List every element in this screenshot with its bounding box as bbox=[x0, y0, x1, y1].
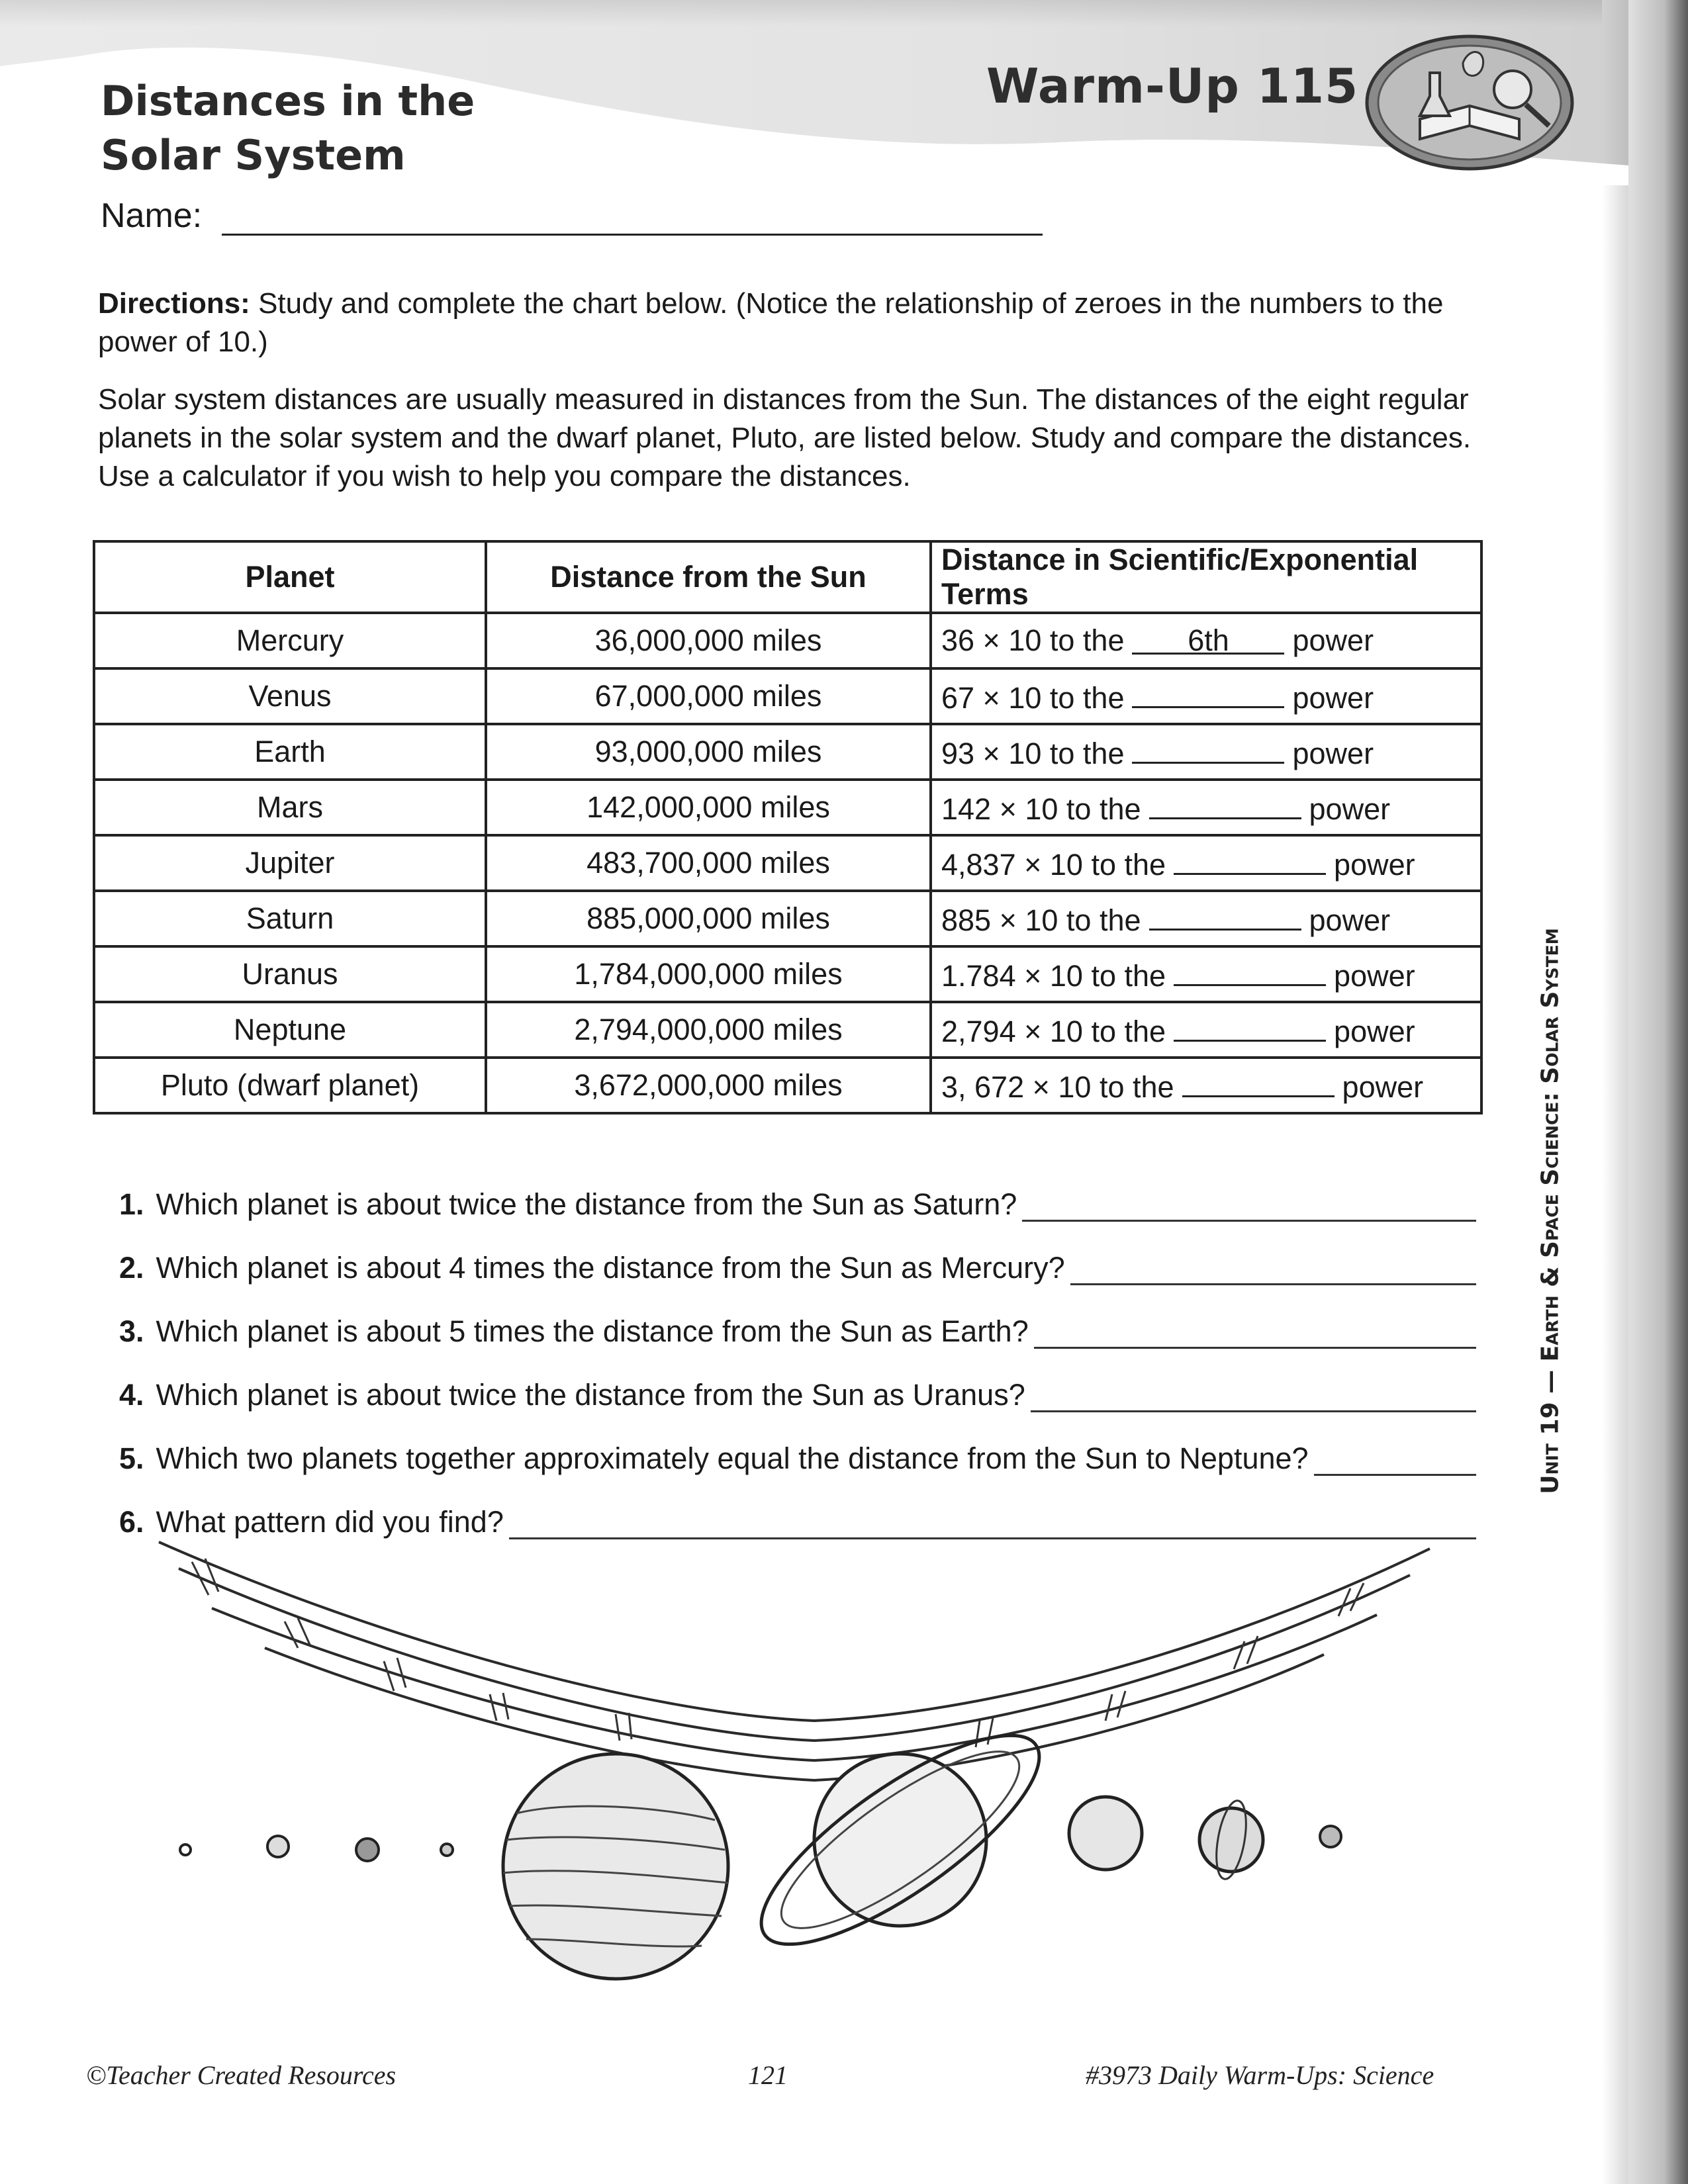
planet-cell: Mars bbox=[94, 780, 486, 835]
power-answer-blank[interactable] bbox=[1149, 899, 1301, 931]
scientific-cell bbox=[931, 780, 1481, 835]
scan-binding-shadow bbox=[1602, 0, 1628, 2184]
table-row bbox=[94, 946, 1481, 1002]
scientific-prefix: 885 × 10 to the bbox=[941, 903, 1141, 937]
scientific-cell bbox=[931, 835, 1481, 891]
scientific-suffix: power bbox=[1292, 623, 1374, 657]
power-answer-blank[interactable] bbox=[1174, 844, 1326, 875]
question-item bbox=[119, 1222, 1476, 1285]
question-number: 3. bbox=[119, 1314, 144, 1348]
question-list bbox=[119, 1158, 1476, 1539]
scientific-prefix: 3, 672 × 10 to the bbox=[941, 1070, 1174, 1104]
question-item bbox=[119, 1349, 1476, 1412]
side-unit-label bbox=[1524, 913, 1577, 1509]
scientific-cell bbox=[931, 1002, 1481, 1058]
distance-cell: 1,784,000,000 miles bbox=[486, 946, 931, 1002]
question-text: Which planet is about 4 times the distance from the Sun as Mercury? bbox=[156, 1251, 1065, 1285]
page-title bbox=[101, 74, 475, 183]
answer-line[interactable] bbox=[1031, 1384, 1476, 1412]
table-row bbox=[94, 668, 1481, 724]
scientific-prefix: 36 × 10 to the bbox=[941, 623, 1125, 657]
planet-cell: Earth bbox=[94, 724, 486, 780]
scientific-cell bbox=[931, 1058, 1481, 1113]
footer-book-title: #3973 Daily Warm-Ups: Science bbox=[1086, 2060, 1434, 2090]
distance-cell: 885,000,000 miles bbox=[486, 891, 931, 946]
table-row bbox=[94, 835, 1481, 891]
science-book-emblem-icon bbox=[1364, 33, 1575, 172]
planet-cell: Venus bbox=[94, 668, 486, 724]
scientific-cell bbox=[931, 724, 1481, 780]
power-answer-blank[interactable] bbox=[1174, 1011, 1326, 1042]
distance-cell: 142,000,000 miles bbox=[486, 780, 931, 835]
answer-line[interactable] bbox=[1314, 1447, 1476, 1476]
distance-cell: 483,700,000 miles bbox=[486, 835, 931, 891]
name-input-line[interactable] bbox=[222, 201, 1043, 236]
power-answer-blank[interactable] bbox=[1132, 733, 1284, 764]
question-number: 2. bbox=[119, 1251, 144, 1285]
planet-cell: Saturn bbox=[94, 891, 486, 946]
question-text: Which planet is about 5 times the distance from the Sun as Earth? bbox=[156, 1314, 1029, 1348]
scientific-prefix: 4,837 × 10 to the bbox=[941, 848, 1166, 882]
planet-cell: Mercury bbox=[94, 613, 486, 668]
question-text: Which planet is about twice the distance from the Sun as Saturn? bbox=[156, 1187, 1017, 1221]
planet-cell: Neptune bbox=[94, 1002, 486, 1058]
question-text: Which two planets together approximately equal the distance from the Sun to Neptune? bbox=[156, 1441, 1309, 1475]
footer-publisher: ©Teacher Created Resources bbox=[86, 2060, 397, 2090]
scientific-cell bbox=[931, 891, 1481, 946]
scientific-prefix: 1.784 × 10 to the bbox=[941, 959, 1166, 993]
directions-text: Study and complete the chart below. (Notice the relationship of zeroes in the numbers to the power of 10.) bbox=[98, 287, 1444, 358]
power-answer-blank[interactable] bbox=[1174, 955, 1326, 986]
table-row bbox=[94, 613, 1481, 668]
scan-edge bbox=[1628, 0, 1688, 2184]
power-answer-blank[interactable] bbox=[1132, 677, 1284, 708]
question-item bbox=[119, 1158, 1476, 1222]
question-number: 6. bbox=[119, 1505, 144, 1539]
table-row bbox=[94, 1002, 1481, 1058]
scientific-prefix: 2,794 × 10 to the bbox=[941, 1015, 1166, 1048]
header-scientific: Distance in Scientific/Exponential Terms bbox=[931, 541, 1481, 613]
distance-cell: 67,000,000 miles bbox=[486, 668, 931, 724]
intro-paragraph: Solar system distances are usually measured in distances from the Sun. The distances of the eight regular planets in the solar system and the dwarf planet, Pluto, are listed below. Study and compare the distances. Use a calculator if you wish to help you compare the distances. bbox=[98, 383, 1472, 492]
power-answer-blank[interactable] bbox=[1149, 788, 1301, 819]
question-number: 5. bbox=[119, 1441, 144, 1475]
distance-cell: 36,000,000 miles bbox=[486, 613, 931, 668]
scientific-suffix: power bbox=[1292, 681, 1374, 715]
table-row bbox=[94, 724, 1481, 780]
power-answer-blank[interactable]: 6th bbox=[1132, 623, 1284, 655]
answer-line[interactable] bbox=[1070, 1257, 1476, 1285]
scientific-prefix: 67 × 10 to the bbox=[941, 681, 1125, 715]
scientific-suffix: power bbox=[1292, 737, 1374, 770]
scientific-cell bbox=[931, 668, 1481, 724]
scientific-suffix: power bbox=[1342, 1070, 1424, 1104]
power-answer-blank[interactable] bbox=[1182, 1066, 1335, 1097]
distance-cell: 93,000,000 miles bbox=[486, 724, 931, 780]
question-number: 4. bbox=[119, 1378, 144, 1412]
planet-cell: Uranus bbox=[94, 946, 486, 1002]
header-distance: Distance from the Sun bbox=[486, 541, 931, 613]
question-number: 1. bbox=[119, 1187, 144, 1221]
scientific-cell bbox=[931, 613, 1481, 668]
distance-cell: 2,794,000,000 miles bbox=[486, 1002, 931, 1058]
scientific-prefix: 93 × 10 to the bbox=[941, 737, 1125, 770]
scientific-prefix: 142 × 10 to the bbox=[941, 792, 1141, 826]
planet-cell: Jupiter bbox=[94, 835, 486, 891]
scientific-suffix: power bbox=[1334, 1015, 1415, 1048]
name-label: Name: bbox=[101, 197, 203, 235]
answer-line[interactable] bbox=[1022, 1193, 1476, 1222]
name-field-row bbox=[101, 196, 1043, 236]
header-planet: Planet bbox=[94, 541, 486, 613]
question-item bbox=[119, 1412, 1476, 1476]
scientific-suffix: power bbox=[1334, 848, 1415, 882]
scientific-suffix: power bbox=[1309, 792, 1391, 826]
chart-header-row bbox=[94, 541, 1481, 613]
table-row bbox=[94, 1058, 1481, 1113]
distance-chart bbox=[93, 540, 1483, 1115]
directions bbox=[98, 285, 1475, 361]
side-unit-text: Unit 19 — Earth & Space Science: Solar System bbox=[1536, 928, 1564, 1494]
planet-cell: Pluto (dwarf planet) bbox=[94, 1058, 486, 1113]
answer-line[interactable] bbox=[1034, 1320, 1476, 1349]
question-text: Which planet is about twice the distance from the Sun as Uranus? bbox=[156, 1378, 1025, 1412]
question-item bbox=[119, 1285, 1476, 1349]
warmup-label: Warm-Up 115 bbox=[986, 58, 1359, 114]
scientific-suffix: power bbox=[1309, 903, 1391, 937]
table-row bbox=[94, 891, 1481, 946]
directions-label: Directions: bbox=[98, 287, 250, 320]
scientific-cell bbox=[931, 946, 1481, 1002]
table-row bbox=[94, 780, 1481, 835]
title-line-1: Distances in the bbox=[101, 77, 475, 125]
footer-page-number: 121 bbox=[748, 2060, 788, 2090]
solar-system-illustration-icon bbox=[119, 1522, 1476, 2025]
question-text: What pattern did you find? bbox=[156, 1505, 504, 1539]
distance-cell: 3,672,000,000 miles bbox=[486, 1058, 931, 1113]
scientific-suffix: power bbox=[1334, 959, 1415, 993]
title-line-2: Solar System bbox=[101, 131, 406, 179]
